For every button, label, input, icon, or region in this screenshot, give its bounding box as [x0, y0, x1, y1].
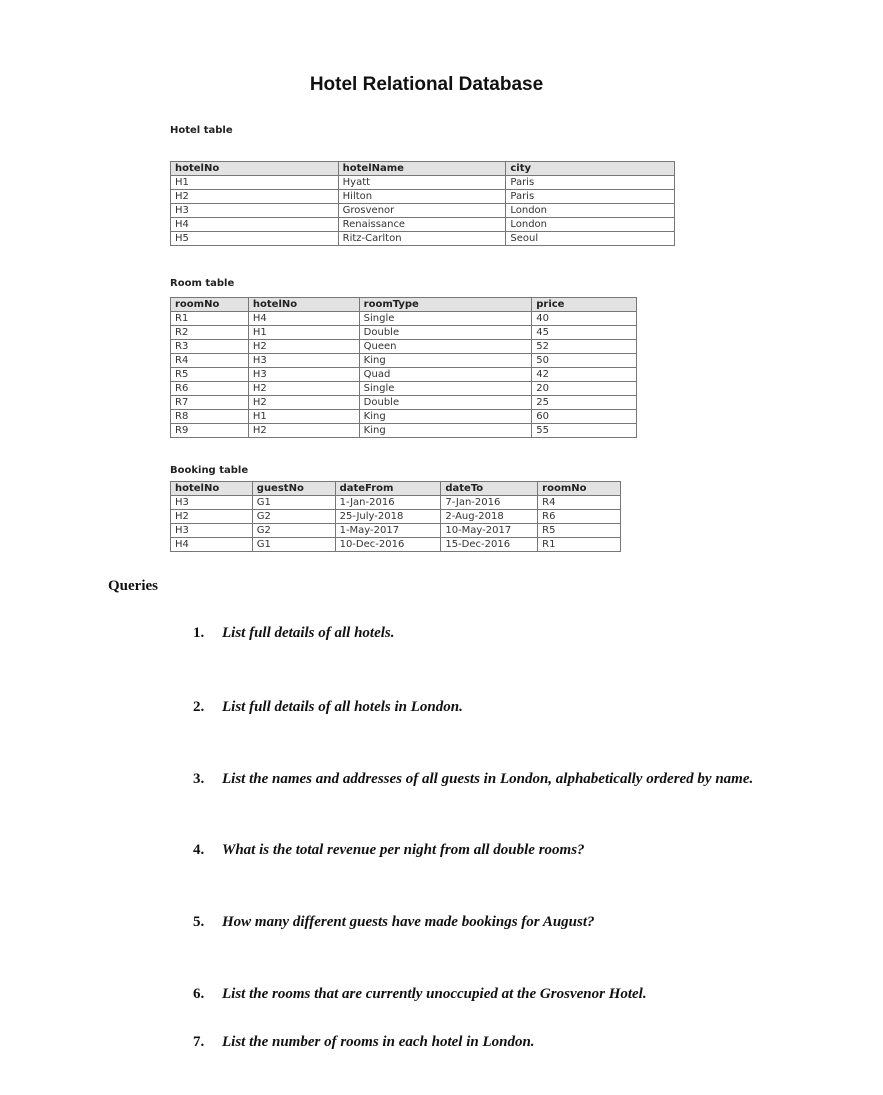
table-cell: Seoul	[506, 232, 675, 246]
column-header: dateTo	[441, 482, 538, 496]
table-cell: Paris	[506, 176, 675, 190]
table-cell: H1	[248, 410, 359, 424]
table-row	[171, 204, 675, 218]
hotel-table	[170, 161, 675, 246]
table-cell: H2	[171, 190, 339, 204]
room-table	[170, 297, 637, 438]
table-cell: H3	[248, 354, 359, 368]
table-cell: 60	[532, 410, 637, 424]
query-text: What is the total revenue per night from all double rooms?	[222, 842, 585, 858]
table-cell: H3	[171, 496, 253, 510]
table-cell: Single	[359, 382, 532, 396]
hotel-table-label: Hotel table	[170, 125, 233, 136]
table-cell: King	[359, 424, 532, 438]
query-4	[193, 842, 585, 859]
table-cell: H2	[248, 424, 359, 438]
query-number: 2.	[193, 699, 205, 715]
table-cell: 40	[532, 312, 637, 326]
booking-table-label: Booking table	[170, 465, 249, 476]
table-row	[171, 424, 637, 438]
table-row	[171, 496, 621, 510]
table-header-row	[171, 162, 675, 176]
query-2	[193, 699, 463, 716]
table-cell: R5	[171, 368, 249, 382]
query-text: List the names and addresses of all guests in London, alphabetically ordered by name.	[222, 771, 754, 787]
table-cell: Queen	[359, 340, 532, 354]
table-cell: R8	[171, 410, 249, 424]
table-cell: R4	[171, 354, 249, 368]
table-cell: 1-May-2017	[335, 524, 441, 538]
table-cell: 25-July-2018	[335, 510, 441, 524]
table-cell: 25	[532, 396, 637, 410]
table-cell: King	[359, 410, 532, 424]
table-cell: H2	[248, 382, 359, 396]
table-cell: H1	[248, 326, 359, 340]
table-cell: R4	[538, 496, 621, 510]
table-cell: Single	[359, 312, 532, 326]
query-text: List full details of all hotels.	[222, 625, 395, 641]
table-cell: 55	[532, 424, 637, 438]
column-header: hotelNo	[171, 162, 339, 176]
table-cell: R1	[171, 312, 249, 326]
table-cell: G1	[252, 538, 335, 552]
booking-table	[170, 481, 621, 552]
table-header-row	[171, 482, 621, 496]
table-cell: R6	[171, 382, 249, 396]
table-row	[171, 232, 675, 246]
query-5	[193, 914, 595, 931]
table-cell: H4	[171, 218, 339, 232]
query-6	[193, 986, 647, 1003]
table-cell: Paris	[506, 190, 675, 204]
table-cell: H4	[248, 312, 359, 326]
table-row	[171, 368, 637, 382]
column-header: dateFrom	[335, 482, 441, 496]
table-row	[171, 218, 675, 232]
table-cell: London	[506, 204, 675, 218]
table-cell: Ritz-Carlton	[338, 232, 506, 246]
column-header: roomNo	[171, 298, 249, 312]
table-cell: 50	[532, 354, 637, 368]
table-cell: R1	[538, 538, 621, 552]
column-header: roomType	[359, 298, 532, 312]
table-cell: G1	[252, 496, 335, 510]
table-cell: R9	[171, 424, 249, 438]
table-row	[171, 524, 621, 538]
table-row	[171, 382, 637, 396]
table-cell: 20	[532, 382, 637, 396]
table-cell: H2	[248, 340, 359, 354]
queries-heading: Queries	[108, 578, 158, 594]
column-header: hotelNo	[248, 298, 359, 312]
column-header: city	[506, 162, 675, 176]
table-cell: Hilton	[338, 190, 506, 204]
table-cell: 10-Dec-2016	[335, 538, 441, 552]
table-row	[171, 326, 637, 340]
table-header-row	[171, 298, 637, 312]
table-cell: Grosvenor	[338, 204, 506, 218]
table-cell: Double	[359, 326, 532, 340]
table-cell: 45	[532, 326, 637, 340]
table-cell: H2	[248, 396, 359, 410]
query-number: 6.	[193, 986, 205, 1002]
table-cell: Quad	[359, 368, 532, 382]
table-row	[171, 410, 637, 424]
table-cell: H1	[171, 176, 339, 190]
table-row	[171, 396, 637, 410]
column-header: price	[532, 298, 637, 312]
table-row	[171, 354, 637, 368]
query-7	[193, 1034, 535, 1051]
table-cell: 2-Aug-2018	[441, 510, 538, 524]
table-cell: H3	[171, 204, 339, 218]
table-cell: H4	[171, 538, 253, 552]
table-row	[171, 510, 621, 524]
table-cell: Hyatt	[338, 176, 506, 190]
query-number: 1.	[193, 625, 205, 641]
table-cell: R3	[171, 340, 249, 354]
table-cell: H2	[171, 510, 253, 524]
query-number: 5.	[193, 914, 205, 930]
table-row	[171, 312, 637, 326]
column-header: guestNo	[252, 482, 335, 496]
column-header: hotelNo	[171, 482, 253, 496]
table-cell: H5	[171, 232, 339, 246]
table-row	[171, 176, 675, 190]
table-row	[171, 190, 675, 204]
table-cell: King	[359, 354, 532, 368]
page-title: Hotel Relational Database	[309, 74, 544, 95]
table-cell: 7-Jan-2016	[441, 496, 538, 510]
table-cell: London	[506, 218, 675, 232]
query-1	[193, 625, 395, 642]
table-cell: R7	[171, 396, 249, 410]
query-number: 4.	[193, 842, 205, 858]
query-3	[193, 771, 753, 788]
table-cell: 52	[532, 340, 637, 354]
table-cell: G2	[252, 510, 335, 524]
query-text: List the rooms that are currently unoccupied at the Grosvenor Hotel.	[222, 986, 647, 1002]
table-cell: H3	[171, 524, 253, 538]
room-table-label: Room table	[170, 278, 235, 289]
table-cell: H3	[248, 368, 359, 382]
table-cell: R5	[538, 524, 621, 538]
table-row	[171, 340, 637, 354]
table-cell: R2	[171, 326, 249, 340]
query-text: List full details of all hotels in London.	[222, 699, 463, 715]
table-cell: 1-Jan-2016	[335, 496, 441, 510]
query-text: How many different guests have made bookings for August?	[222, 914, 595, 930]
column-header: roomNo	[538, 482, 621, 496]
query-text: List the number of rooms in each hotel in London.	[222, 1034, 535, 1050]
table-cell: 42	[532, 368, 637, 382]
table-cell: G2	[252, 524, 335, 538]
table-cell: 15-Dec-2016	[441, 538, 538, 552]
table-row	[171, 538, 621, 552]
query-number: 7.	[193, 1034, 205, 1050]
table-cell: Double	[359, 396, 532, 410]
table-cell: Renaissance	[338, 218, 506, 232]
table-cell: 10-May-2017	[441, 524, 538, 538]
column-header: hotelName	[338, 162, 506, 176]
query-number: 3.	[193, 771, 205, 787]
table-cell: R6	[538, 510, 621, 524]
